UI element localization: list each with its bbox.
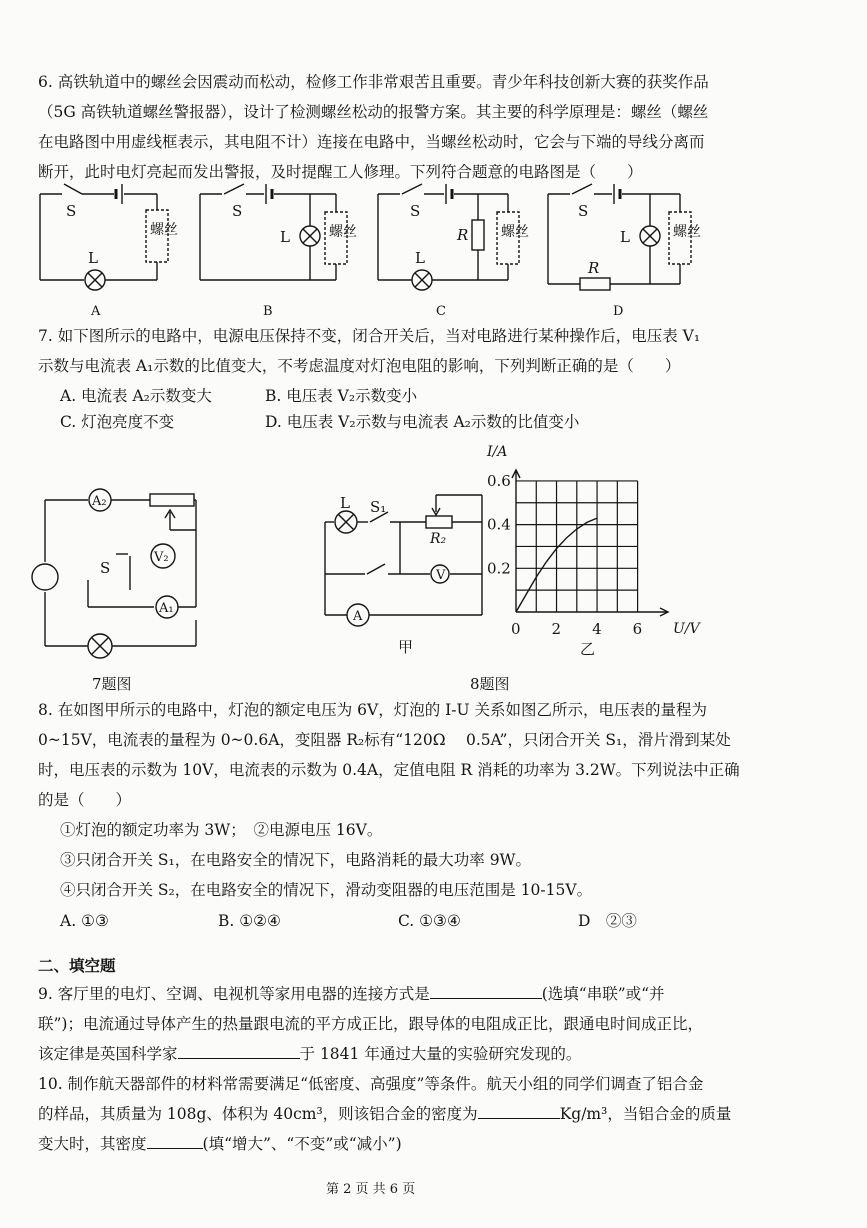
q8-line-1: 8. 在如图甲所示的电路中，灯泡的额定电压为 6V，灯泡的 I-U 关系如图乙所示，电压表的量程为 — [38, 701, 707, 719]
c-switch-label: S — [410, 202, 421, 220]
q8-line-2: 0~15V，电流表的量程为 0~0.6A，变阻器 R₂标有“120Ω 0.5A”，只闭合开关 S₁，滑片滑到某处 — [38, 731, 731, 749]
q8-option-c: C. ①③④ — [398, 912, 461, 930]
x-tick-label: 4 — [592, 620, 602, 638]
chart-yi: 乙 — [580, 640, 596, 658]
q8-option-b: B. ①②④ — [218, 912, 281, 930]
option-d-label: D — [613, 304, 624, 319]
x-tick-label: 0 — [511, 620, 521, 638]
q10-text-3a: 变大时，其密度 — [38, 1135, 147, 1153]
q7-option-a: A. 电流表 A₂示数变大 — [60, 387, 212, 405]
fig8-lamp: L — [340, 494, 350, 512]
fig7-a2: A₂ — [92, 494, 107, 509]
q8-line-3: 时，电压表的示数为 10V，电流表的示数为 0.4A，定值电阻 R 消耗的功率为 3.2W。下列说法中正确 — [38, 761, 740, 779]
d-lamp-label: L — [620, 228, 630, 246]
page-footer: 第 2 页 共 6 页 — [326, 1182, 416, 1197]
fig8-caption: 8题图 — [470, 675, 510, 693]
q8-statement-4: ④只闭合开关 S₂，在电路安全的情况下，滑动变阻器的电压范围是 10-15V。 — [60, 881, 593, 899]
figure-7-circuit — [32, 489, 196, 658]
q10-text-3b: (填“增大”、“不变”或“减小”) — [202, 1135, 402, 1153]
fig8-r2: R₂ — [430, 531, 447, 547]
q10-line-1: 10. 制作航天器部件的材料常需要满足“低密度、高强度”等条件。航天小组的同学们调查了铝合金 — [38, 1075, 704, 1093]
a-screw-1: 螺丝 — [150, 222, 178, 238]
x-tick-label: 6 — [632, 620, 643, 638]
fig7-a1: A₁ — [159, 601, 174, 616]
q10-blank-1[interactable] — [478, 1104, 560, 1119]
q10-line-3 — [38, 1133, 402, 1155]
fig7-switch: S — [100, 559, 111, 577]
chart-xlabel: U/V — [673, 621, 700, 637]
q9-text-1a: 9. 客厅里的电灯、空调、电视机等家用电器的连接方式是 — [38, 985, 430, 1003]
c-lamp-label: L — [415, 249, 425, 267]
b-screw: 螺丝 — [329, 224, 357, 240]
c-screw: 螺丝 — [501, 224, 529, 240]
q6-line-3: 在电路图中用虚线框表示，其电阻不计）连接在电路中，当螺丝松动时，它会与下端的导线分离而 — [38, 133, 705, 151]
y-tick-label: 0.4 — [487, 515, 511, 534]
option-b-label: B — [263, 304, 273, 319]
q10-line-2 — [38, 1103, 731, 1125]
b-switch-label: S — [232, 202, 243, 220]
fig8-ammeter: A — [353, 609, 363, 624]
q8-line-4: 的是（ ） — [38, 791, 132, 809]
q8-option-a: A. ①③ — [60, 912, 109, 930]
q9-line-1 — [38, 983, 665, 1005]
section-title: 二、填空题 — [38, 956, 116, 975]
q8-option-d: D ②③ — [578, 912, 637, 930]
q8-statement-3: ③只闭合开关 S₁，在电路安全的情况下，电路消耗的最大功率 9W。 — [60, 851, 531, 869]
d-resistor-label: R — [588, 259, 600, 277]
a-switch-label: S — [66, 202, 77, 220]
q6-line-1: 6. 高铁轨道中的螺丝会因震动而松动，检修工作非常艰苦且重要。青少年科技创新大赛的获奖作品 — [38, 73, 709, 91]
chart-ylabel: I/A — [487, 444, 508, 460]
q10-blank-2[interactable] — [147, 1134, 203, 1149]
y-tick-label: 0.6 — [487, 471, 511, 490]
q10-text-2b: Kg/m³，当铝合金的质量 — [559, 1105, 732, 1123]
chart-axes — [512, 470, 668, 616]
q9-text-3b: 于 1841 年通过大量的实验研究发现的。 — [299, 1045, 582, 1063]
q9-line-3 — [38, 1043, 581, 1065]
figure-8-circuit — [325, 495, 482, 626]
iu-chart — [486, 444, 702, 658]
q7-line-1: 7. 如下图所示的电路中，电源电压保持不变，闭合开关后，当对电路进行某种操作后，电压表 V₁ — [38, 327, 701, 345]
option-c-label: C — [436, 304, 446, 319]
q9-blank-2[interactable] — [178, 1044, 300, 1059]
q8-statement-1-2: ①灯泡的额定功率为 3W； ②电源电压 16V。 — [60, 821, 383, 839]
q7-line-2: 示数与电流表 A₁示数的比值变大，不考虑温度对灯泡电阻的影响，下列判断正确的是（ ） — [38, 357, 681, 375]
q10-text-2a: 的样品，其质量为 108g、体积为 40cm³，则该铝合金的密度为 — [38, 1105, 478, 1123]
q7-option-c: C. 灯泡亮度不变 — [60, 413, 175, 431]
fig7-caption: 7题图 — [92, 675, 132, 693]
q9-text-3a: 该定律是英国科学家 — [38, 1045, 178, 1063]
q7-option-d: D. 电压表 V₂示数与电流表 A₂示数的比值变小 — [265, 413, 580, 431]
c-resistor-label: R — [457, 226, 469, 244]
b-lamp-label: L — [280, 228, 290, 246]
chart-ticks — [487, 472, 642, 638]
d-switch-label: S — [578, 202, 589, 220]
q6-line-2: （5G 高铁轨道螺丝警报器），设计了检测螺丝松动的报警方案。其主要的科学原理是：螺丝（螺丝 — [38, 103, 709, 121]
fig7-v2: V₂ — [154, 550, 169, 565]
q9-line-2: 联”)；电流通过导体产生的热量跟电流的平方成正比，跟导体的电阻成正比，跟通电时间成正比， — [38, 1015, 703, 1033]
a-lamp-label: L — [88, 249, 98, 267]
q9-blank-1[interactable] — [430, 984, 542, 999]
x-tick-label: 2 — [551, 620, 562, 638]
chart-grid — [516, 481, 638, 612]
q6-line-4: 断开，此时电灯亮起而发出警报，及时提醒工人修理。下列符合题意的电路图是（ ） — [38, 163, 643, 181]
q7-option-b: B. 电压表 V₂示数变小 — [265, 387, 418, 405]
fig8-voltmeter: V — [436, 568, 446, 583]
fig8-jia: 甲 — [398, 638, 414, 656]
option-a-label: A — [91, 304, 101, 319]
q9-text-1b: (选填“串联”或“并 — [541, 985, 665, 1003]
y-tick-label: 0.2 — [487, 559, 511, 578]
fig8-s1: S₁ — [370, 498, 387, 516]
d-screw: 螺丝 — [673, 224, 701, 240]
